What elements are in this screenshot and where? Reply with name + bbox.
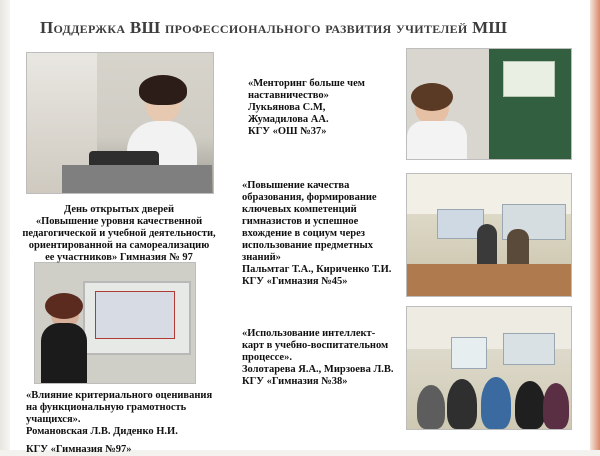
caption-line: ориентированной на самореализацию [28,240,210,251]
caption-line: вхождение в социум через [242,228,365,239]
caption-line: учащихся». [26,414,81,425]
photo-criteria-assessment [34,262,196,384]
caption-line: «Влияние критериального оценивания [26,390,213,401]
caption-line: процессе». [242,352,292,363]
caption-education-quality [242,180,402,288]
caption-line: педагогической и учебной деятельности, [22,228,216,239]
caption-mind-maps [242,328,402,388]
photo-audience [406,306,572,430]
caption-line: образования, формирование [242,192,377,203]
caption-line: на функциональную грамотность [26,402,187,413]
caption-line: «Использование интеллект- [242,328,376,339]
caption-line: Пальмтаг Т.А., Кириченко Т.И. [242,264,392,275]
caption-line: наставничество» [248,90,329,101]
caption-mentoring [248,78,398,138]
caption-line: КГУ «Гимназия №45» [242,276,348,287]
caption-line: «Менторинг больше чем [248,78,365,89]
caption-line: гимназистов и успешное [242,216,359,227]
caption-line: знаний» [242,252,281,263]
caption-line: Жумадилова АА. [248,114,329,125]
caption-line: Лукьянова С.М, [248,102,326,113]
photo-speaker-podium [26,52,214,194]
caption-line: ее участников» Гимназия № 97 [45,252,193,263]
caption-line: ключевых компетенций [242,204,357,215]
caption-line: День открытых дверей [63,204,175,215]
caption-line: «Повышение качества [242,180,350,191]
caption-criteria-assessment [26,390,256,456]
caption-line: КГУ «ОШ №37» [248,126,327,137]
photo-classroom-presentation [406,173,572,297]
caption-line: Золотарева Я.А., Мирзоева Л.В. [242,364,394,375]
caption-open-day [10,204,228,264]
slide-right-edge [590,0,600,450]
caption-line: КГУ «Гимназия №38» [242,376,348,387]
caption-line: карт в учебно-воспитательном [242,340,389,351]
caption-line: использование предметных [242,240,373,251]
caption-line: «Повышение уровня качественной [35,216,203,227]
caption-line: Романовская Л.В. Диденко Н.И. [26,426,178,437]
photo-mentoring-board [406,48,572,160]
caption-line: КГУ «Гимназия №97» [26,444,132,455]
slide-left-edge [0,0,10,450]
slide-title: Поддержка ВШ профессионального развития учителей МШ [40,18,508,37]
